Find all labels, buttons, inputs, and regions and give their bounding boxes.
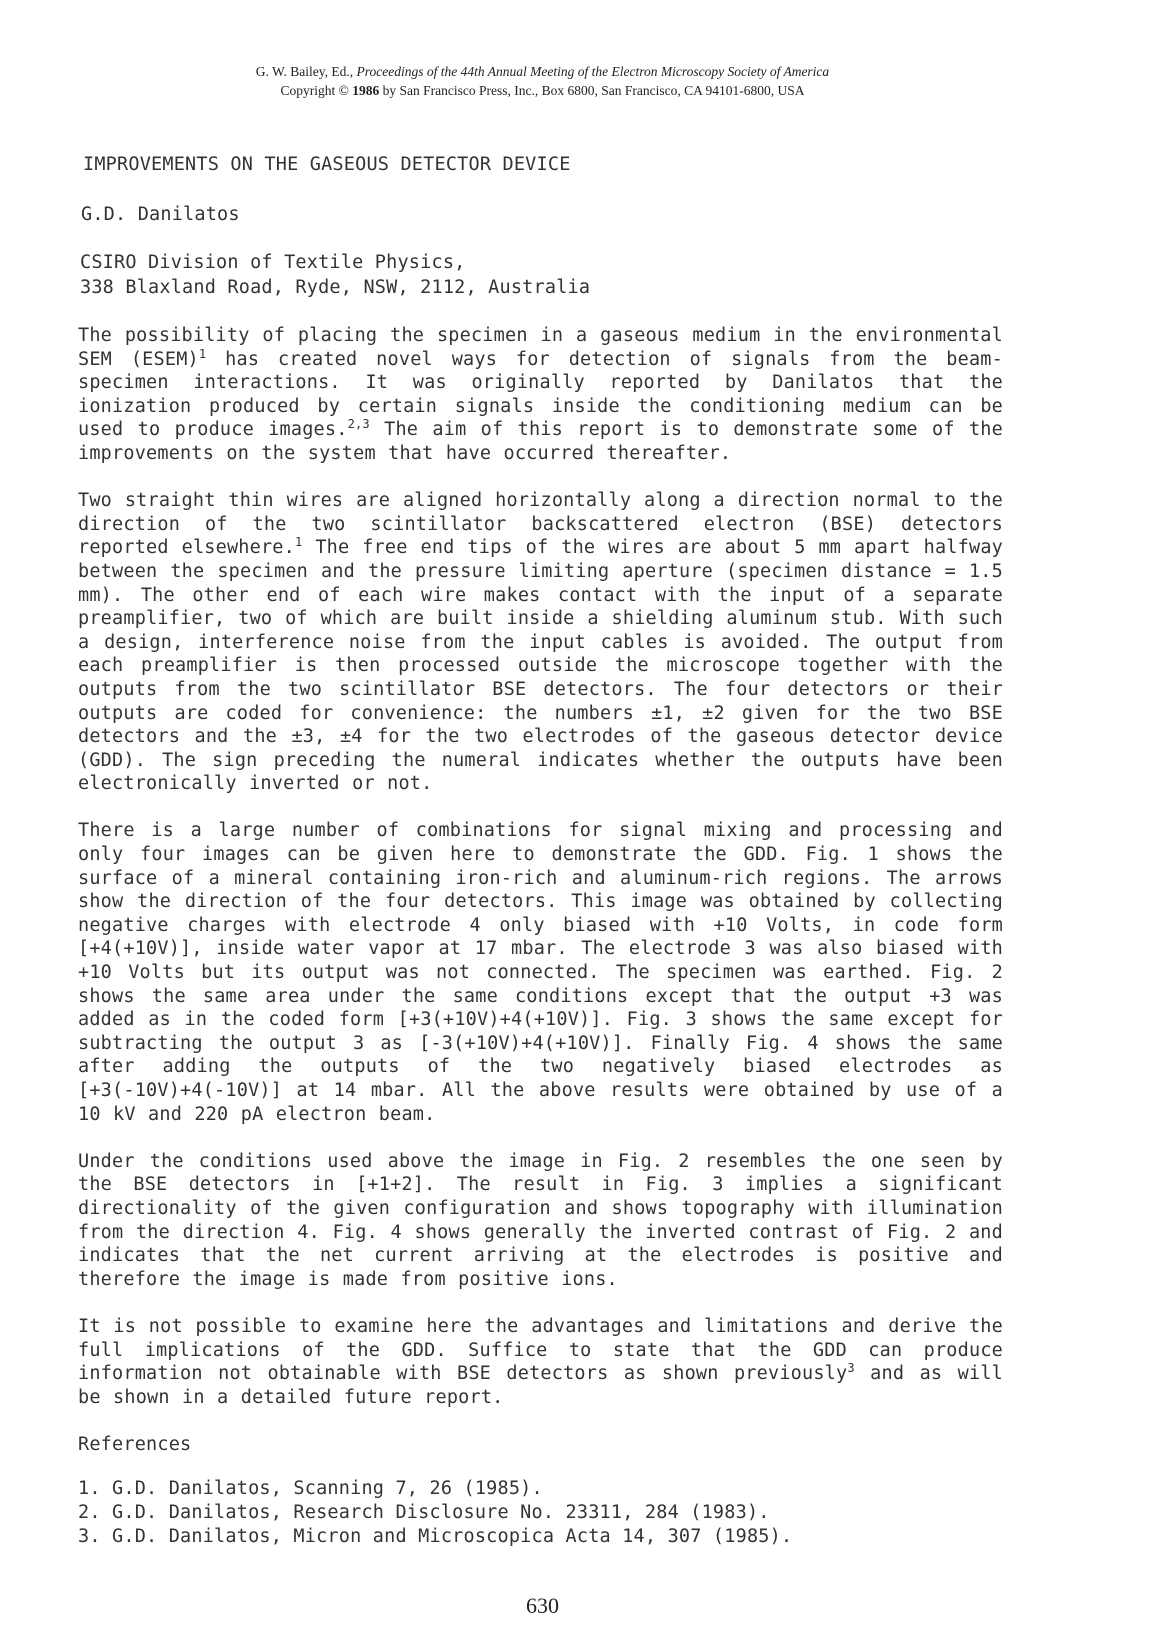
citation-superscript: 2,3 bbox=[347, 417, 370, 432]
paragraph-4: Under the conditions used above the image in Fig. 2 resembles the one seen by the BSE detectors in [+1+2]. The result in Fig. 3 implies a significant directionality of the given configuration and shows topography with illumination from the direction 4. Fig. 4 shows generally the inverted contrast of Fig. 2 and indicates that the net current arriving at the electrodes is positive and therefore the image is made from positive ions. bbox=[78, 1150, 1003, 1290]
header-line-2: Copyright © 1986 by San Francisco Press, Inc., Box 6800, San Francisco, CA 94101-6800, USA bbox=[280, 83, 805, 98]
paragraph-5: It is not possible to examine here the advantages and limitations and derive the full implications of the GDD. Suffice to state that the GDD can produce information not obtainable with BSE detectors as shown previously$^3$ and as will be shown in a detailed future report. bbox=[78, 1315, 1003, 1408]
affiliation-line-2: 338 Blaxland Road, Ryde, NSW, 2112, Australia bbox=[80, 277, 591, 298]
author-name: G.D. Danilatos bbox=[81, 204, 240, 225]
citation-superscript: 1 bbox=[198, 346, 207, 361]
reference-item: 2. G.D. Danilatos, Research Disclosure No. 23311, 284 (1983). bbox=[78, 1501, 770, 1523]
reference-item: 3. G.D. Danilatos, Micron and Microscopica Acta 14, 307 (1985). bbox=[78, 1525, 793, 1547]
running-header bbox=[0, 62, 1085, 100]
header-line-1: G. W. Bailey, Ed., Proceedings of the 44th Annual Meeting of the Electron Microscopy Society of America bbox=[255, 64, 830, 79]
copyright-year: 1986 bbox=[352, 83, 380, 98]
reference-item: 1. G.D. Danilatos, Scanning 7, 26 (1985). bbox=[78, 1477, 543, 1499]
paragraph-1: The possibility of placing the specimen in a gaseous medium in the environmental SEM (ESEM)$^1$ has created novel ways for detection of signals from the beam-specimen interactions. It was originally reported by Danilatos that the ionization produced by certain signals inside the conditioning medium can be used to produce images.$^{2,3}$ The aim of this report is to demonstrate some of the improvements on the system that have occurred thereafter. bbox=[78, 325, 1003, 464]
paragraph-3: There is a large number of combinations for signal mixing and processing and only four images can be given here to demonstrate the GDD. Fig. 1 shows the surface of a mineral containing iron-rich and aluminum-rich regions. The arrows show the direction of the four detectors. This image was obtained by collecting negative charges with electrode 4 only biased with +10 Volts, in code form [+4(+10V)], inside water vapor at 17 mbar. The electrode 3 was also biased with +10 Volts but its output was not connected. The specimen was earthed. Fig. 2 shows the same area under the same conditions except that the output +3 was added as in the coded form [+3(+10V)+4(+10V)]. Fig. 3 shows the same except for subtracting the output 3 as [-3(+10V)+4(+10V)]. Finally Fig. 4 shows the same after adding the outputs of the two negatively biased electrodes as [+3(-10V)+4(-10V)] at 14 mbar. All the above results were obtained by use of a 10 kV and 220 pA electron beam. bbox=[78, 820, 1003, 1125]
paper-body bbox=[78, 324, 1003, 1549]
references-list bbox=[78, 1477, 1003, 1549]
citation-superscript: 3 bbox=[847, 1360, 855, 1375]
references-heading: References bbox=[78, 1433, 192, 1455]
paragraph-2: Two straight thin wires are aligned horizontally along a direction normal to the direction of the two scintillator backscattered electron (BSE) detectors reported elsewhere.$^1$ The free end tips of the wires are about 5 mm apart halfway between the specimen and the pressure limiting aperture (specimen distance = 1.5 mm). The other end of each wire makes contact with the input of a separate preamplifier, two of which are built inside a shielding aluminum stub. With such a design, interference noise from the input cables is avoided. The output from each preamplifier is then processed outside the microscope together with the outputs from the two scintillator BSE detectors. The four detectors or their outputs are coded for convenience: the numbers ±1, ±2 given for the two BSE detectors and the ±3, ±4 for the two electrodes of the gaseous detector device (GDD). The sign preceding the numeral indicates whether the outputs have been electronically inverted or not. bbox=[78, 490, 1003, 795]
page-number: 630 bbox=[526, 1593, 559, 1618]
affiliation bbox=[80, 250, 590, 300]
citation-superscript: 1 bbox=[294, 535, 303, 550]
proceedings-title: Proceedings of the 44th Annual Meeting of the Electron Microscopy Society of America bbox=[356, 64, 830, 79]
paper-title: IMPROVEMENTS ON THE GASEOUS DETECTOR DEVICE bbox=[83, 154, 571, 175]
affiliation-line-1: CSIRO Division of Textile Physics, bbox=[80, 252, 466, 273]
